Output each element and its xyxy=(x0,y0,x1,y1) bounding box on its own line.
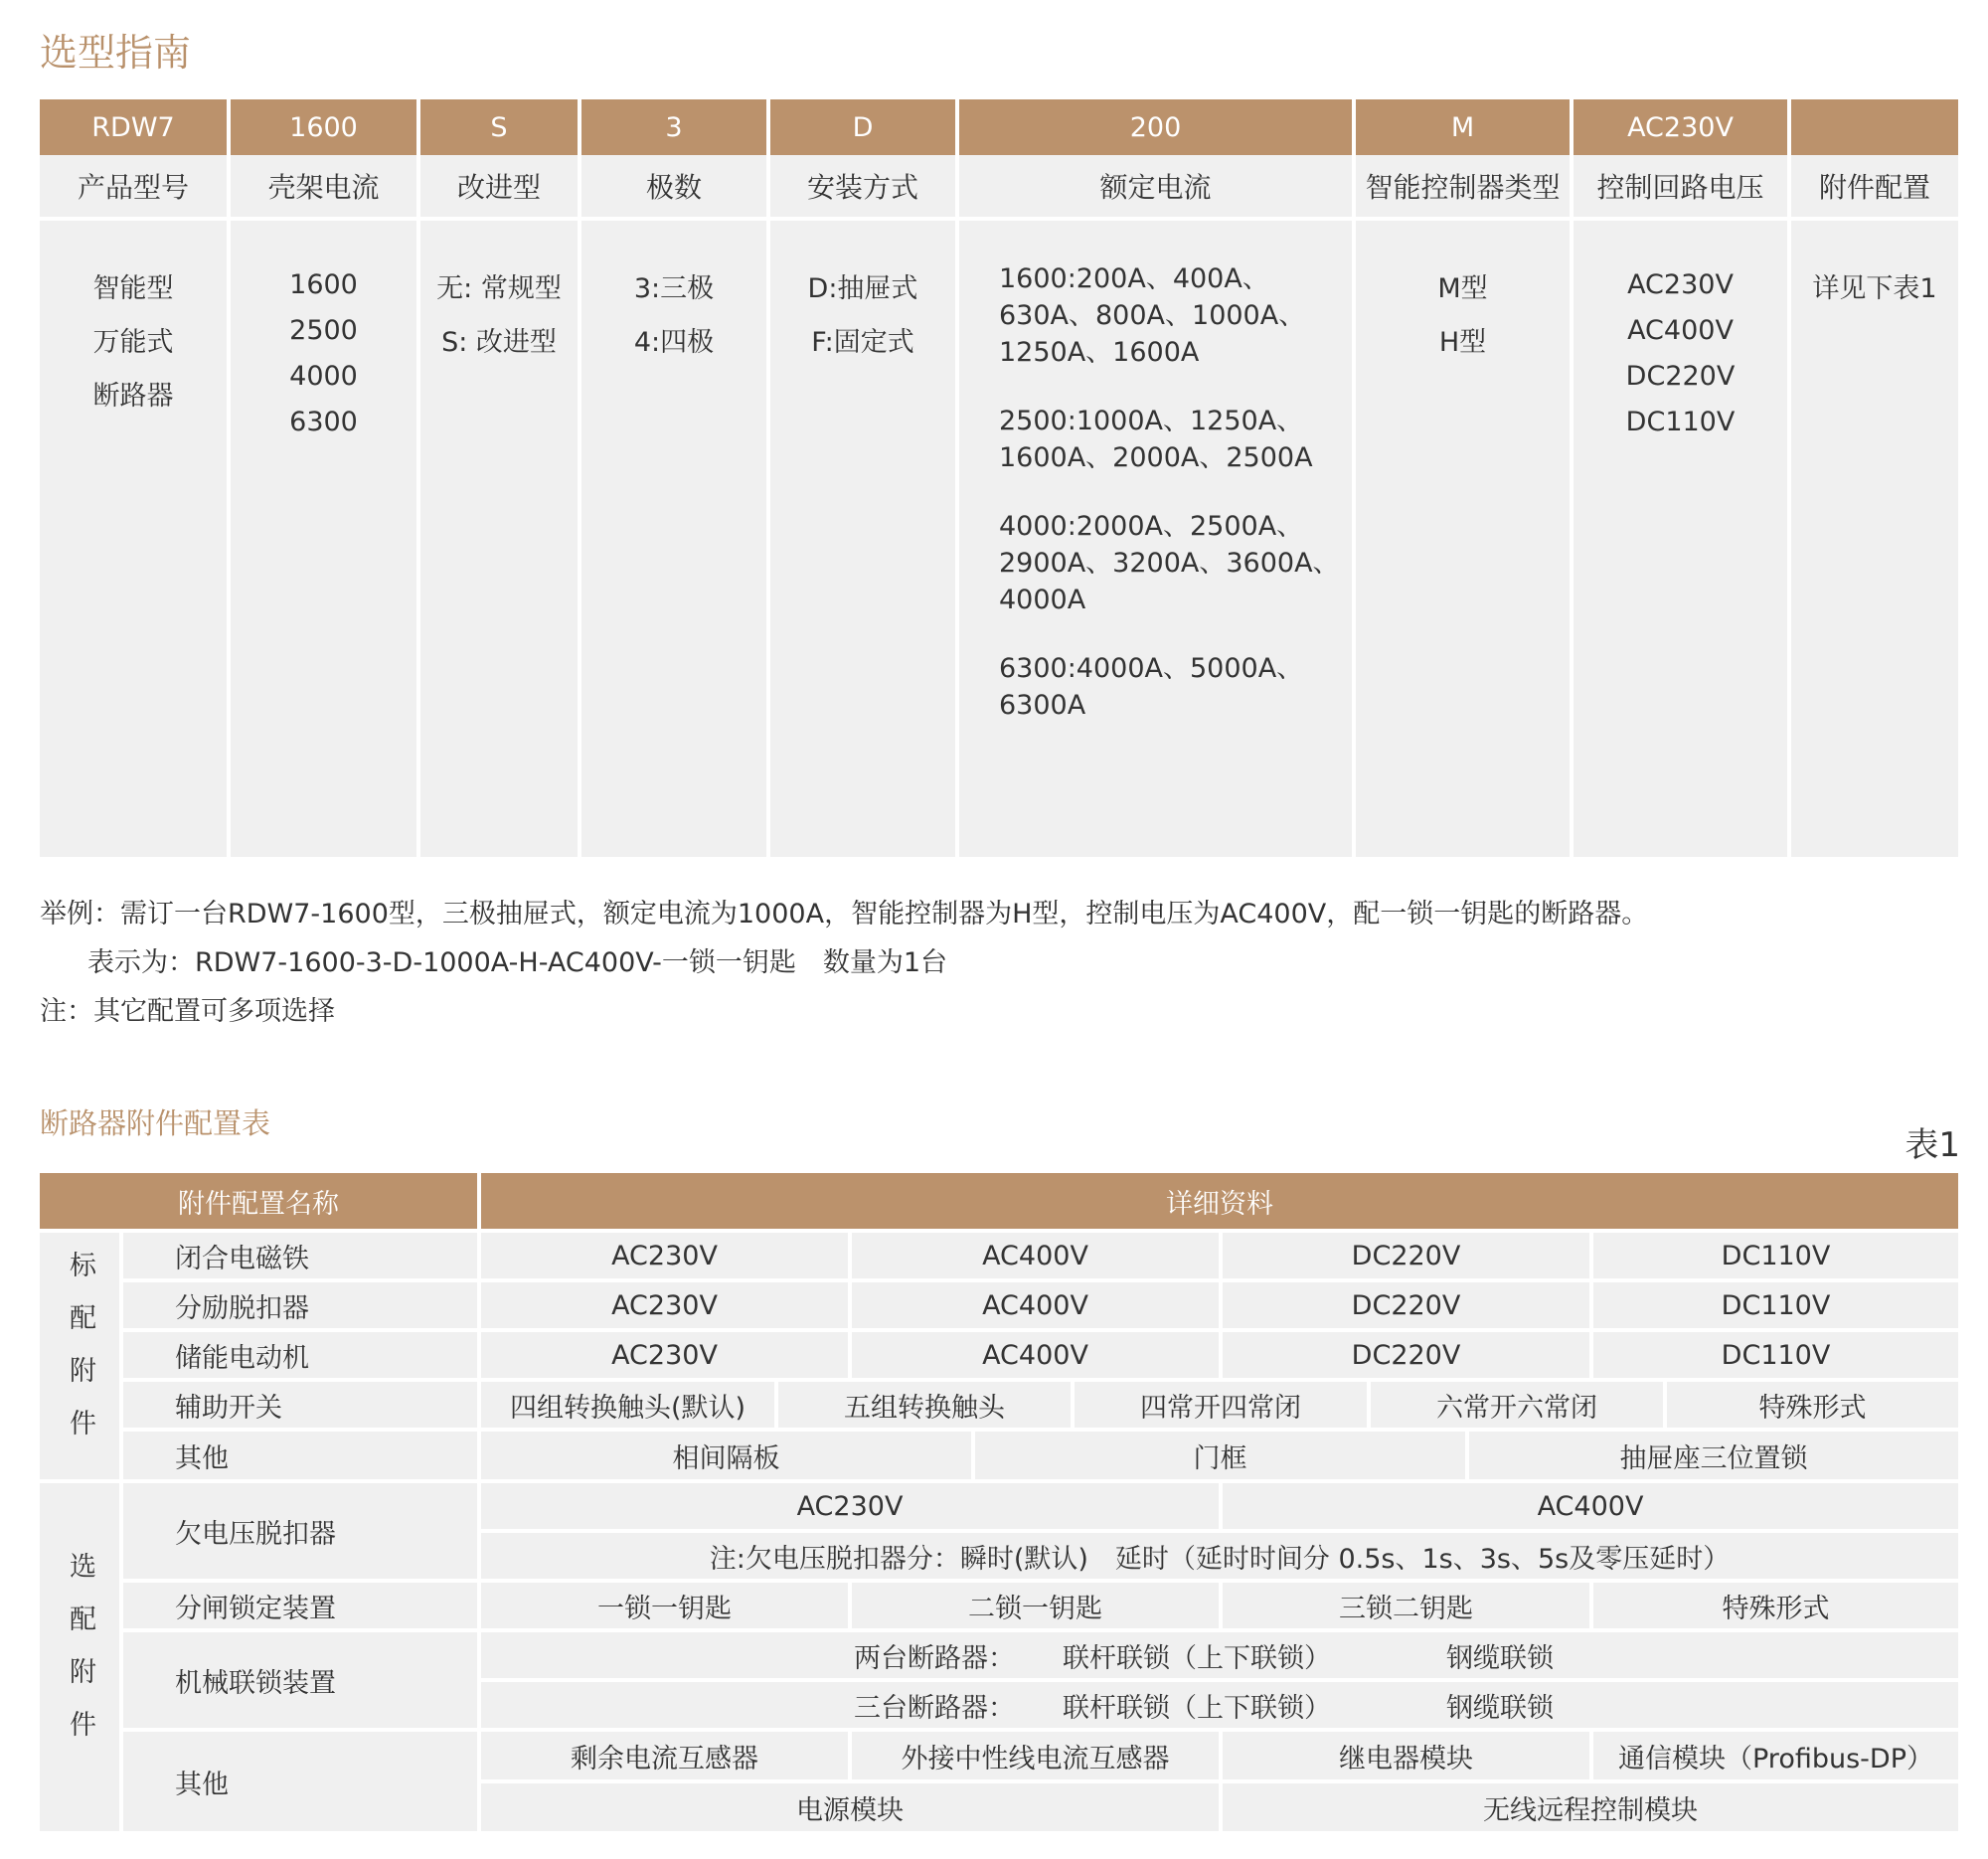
row-name-closing-magnet: 闭合电磁铁 xyxy=(123,1233,477,1278)
shunt-release-value: DC220V xyxy=(1223,1282,1589,1328)
frame-current-value: 6300 xyxy=(289,407,358,437)
header-frame: 1600 xyxy=(231,99,416,155)
label-poles: 极数 xyxy=(581,155,766,217)
label-rated-current: 额定电流 xyxy=(959,155,1352,217)
motor-value: AC400V xyxy=(852,1332,1219,1378)
interlock-label: 两台断路器： xyxy=(854,1642,1015,1674)
row-name-interlock: 机械联锁装置 xyxy=(123,1632,477,1728)
rated-current-cell xyxy=(959,221,1352,857)
improved-cell xyxy=(420,221,578,857)
interlock-rod: 联杆联锁（上下联锁） xyxy=(1063,1642,1331,1674)
rated-line: 4000A xyxy=(999,585,1086,615)
mounting-option: D:抽屉式 xyxy=(807,273,918,304)
rated-line: 630A、800A、1000A、 xyxy=(999,300,1306,331)
improved-option: S: 改进型 xyxy=(441,327,557,358)
mounting-cell xyxy=(770,221,955,857)
rated-line: 2500:1000A、1250A、 xyxy=(999,406,1304,436)
lock-value: 三锁二钥匙 xyxy=(1223,1583,1589,1628)
label-mounting: 安装方式 xyxy=(770,155,955,217)
selection-table xyxy=(40,99,1958,857)
opt-other-value: 无线远程控制模块 xyxy=(1223,1783,1958,1831)
accessory-table xyxy=(40,1173,1958,1831)
std-other-value: 门框 xyxy=(975,1432,1465,1479)
rated-line: 1600:200A、400A、 xyxy=(999,263,1269,294)
controller-option: M型 xyxy=(1437,273,1488,304)
rated-group-4000 xyxy=(999,508,1352,618)
row-name-shunt-release: 分励脱扣器 xyxy=(123,1282,477,1328)
interlock-rod: 联杆联锁（上下联锁） xyxy=(1063,1692,1331,1724)
product-type-line: 万能式 xyxy=(92,327,174,358)
expressed-note: 表示为：RDW7-1600-3-D-1000A-H-AC400V-一锁一钥匙 数量为1台 xyxy=(87,947,948,978)
mounting-option: F:固定式 xyxy=(811,327,914,358)
controller-option: H型 xyxy=(1438,327,1487,358)
controller-cell xyxy=(1356,221,1570,857)
header-controller: M xyxy=(1356,99,1570,155)
table-number-label: 表1 xyxy=(1905,1125,1960,1165)
header-accessory xyxy=(1791,99,1958,155)
header-model: RDW7 xyxy=(40,99,227,155)
interlock-label: 三台断路器： xyxy=(854,1692,1015,1724)
header-detail: 详细资料 xyxy=(481,1173,1958,1229)
frame-current-value: 4000 xyxy=(289,361,358,392)
lock-value: 一锁一钥匙 xyxy=(481,1583,848,1628)
label-frame-current: 壳架电流 xyxy=(231,155,416,217)
shunt-release-value: AC400V xyxy=(852,1282,1219,1328)
closing-magnet-value: AC230V xyxy=(481,1233,848,1278)
accessory-reference: 详见下表1 xyxy=(1812,273,1937,304)
aux-switch-value: 六常开六常闭 xyxy=(1371,1382,1663,1428)
voltage-option: DC110V xyxy=(1625,407,1736,437)
rated-line: 6300A xyxy=(999,690,1086,721)
aux-switch-value: 四组转换触头(默认) xyxy=(481,1382,774,1428)
interlock-cable: 钢缆联锁 xyxy=(1446,1692,1554,1724)
motor-value: DC220V xyxy=(1223,1332,1589,1378)
section-title-accessory-table: 断路器附件配置表 xyxy=(40,1106,271,1140)
opt-other-value: 外接中性线电流互感器 xyxy=(852,1732,1219,1779)
label-controller-type: 智能控制器类型 xyxy=(1356,155,1570,217)
shunt-release-value: AC230V xyxy=(481,1282,848,1328)
row-name-aux-switch: 辅助开关 xyxy=(123,1382,477,1428)
row-name-lock: 分闸锁定装置 xyxy=(123,1583,477,1628)
voltage-option: DC220V xyxy=(1625,361,1736,392)
undervoltage-note: 注:欠电压脱扣器分：瞬时(默认) 延时（延时时间分 0.5s、1s、3s、5s及零压延时） xyxy=(481,1533,1958,1579)
group-standard-label: 标配附件 xyxy=(65,1251,95,1461)
interlock-row-three xyxy=(481,1682,1958,1728)
shunt-release-value: DC110V xyxy=(1593,1282,1958,1328)
header-mounting: D xyxy=(770,99,955,155)
std-other-value: 抽屉座三位置锁 xyxy=(1469,1432,1958,1479)
rated-line: 2900A、3200A、3600A、 xyxy=(999,548,1340,579)
rated-group-6300 xyxy=(999,650,1352,724)
header-poles: 3 xyxy=(581,99,766,155)
label-improved: 改进型 xyxy=(420,155,578,217)
row-name-opt-other: 其他 xyxy=(123,1732,477,1831)
voltage-cell xyxy=(1574,221,1787,857)
undervoltage-value: AC400V xyxy=(1223,1483,1958,1529)
aux-switch-value: 特殊形式 xyxy=(1667,1382,1958,1428)
product-type-line: 智能型 xyxy=(92,273,174,304)
motor-value: AC230V xyxy=(481,1332,848,1378)
row-name-std-other: 其他 xyxy=(123,1432,477,1479)
notes xyxy=(40,893,1648,1039)
aux-switch-value: 四常开四常闭 xyxy=(1075,1382,1367,1428)
rated-line: 1600A、2000A、2500A xyxy=(999,442,1313,473)
section-title-selection-guide: 选型指南 xyxy=(40,31,192,75)
rated-line: 6300:4000A、5000A、 xyxy=(999,653,1304,684)
aux-switch-value: 五组转换触头 xyxy=(778,1382,1071,1428)
label-control-voltage: 控制回路电压 xyxy=(1574,155,1787,217)
poles-option: 4:四极 xyxy=(633,327,715,358)
accessory-cell xyxy=(1791,221,1958,857)
lock-value: 二锁一钥匙 xyxy=(852,1583,1219,1628)
row-name-motor: 储能电动机 xyxy=(123,1332,477,1378)
rated-line: 4000:2000A、2500A、 xyxy=(999,511,1304,542)
std-other-value: 相间隔板 xyxy=(481,1432,971,1479)
interlock-row-two xyxy=(481,1632,1958,1678)
product-type-cell xyxy=(40,221,227,857)
undervoltage-value: AC230V xyxy=(481,1483,1219,1529)
frame-current-value: 2500 xyxy=(289,315,358,346)
rated-line: 1250A、1600A xyxy=(999,337,1200,368)
frame-current-value: 1600 xyxy=(289,269,358,300)
lock-value: 特殊形式 xyxy=(1593,1583,1958,1628)
opt-other-value: 剩余电流互感器 xyxy=(481,1732,848,1779)
label-product-model: 产品型号 xyxy=(40,155,227,217)
frame-current-cell xyxy=(231,221,416,857)
opt-other-value: 继电器模块 xyxy=(1223,1732,1589,1779)
product-type-line: 断路器 xyxy=(92,381,174,412)
interlock-cable: 钢缆联锁 xyxy=(1446,1642,1554,1674)
label-accessory: 附件配置 xyxy=(1791,155,1958,217)
voltage-option: AC400V xyxy=(1627,315,1734,346)
group-optional-label: 选配附件 xyxy=(65,1552,95,1763)
closing-magnet-value: AC400V xyxy=(852,1233,1219,1278)
closing-magnet-value: DC220V xyxy=(1223,1233,1589,1278)
group-optional xyxy=(40,1483,119,1831)
rated-group-2500 xyxy=(999,403,1352,476)
example-note: 举例：需订一台RDW7-1600型，三极抽屉式，额定电流为1000A，智能控制器为H型，控制电压为AC400V，配一锁一钥匙的断路器。 xyxy=(40,899,1649,930)
group-standard xyxy=(40,1233,119,1479)
poles-cell xyxy=(581,221,766,857)
header-improved: S xyxy=(420,99,578,155)
voltage-option: AC230V xyxy=(1627,269,1734,300)
improved-option: 无: 常规型 xyxy=(436,273,562,304)
opt-other-value: 通信模块（Profibus-DP） xyxy=(1593,1732,1958,1779)
header-voltage: AC230V xyxy=(1574,99,1787,155)
header-accessory-name: 附件配置名称 xyxy=(40,1173,477,1229)
general-note: 注：其它配置可多项选择 xyxy=(40,996,335,1027)
poles-option: 3:三极 xyxy=(633,273,715,304)
motor-value: DC110V xyxy=(1593,1332,1958,1378)
opt-other-value: 电源模块 xyxy=(481,1783,1219,1831)
rated-group-1600 xyxy=(999,260,1352,371)
closing-magnet-value: DC110V xyxy=(1593,1233,1958,1278)
row-name-undervoltage: 欠电压脱扣器 xyxy=(123,1483,477,1579)
header-rated: 200 xyxy=(959,99,1352,155)
